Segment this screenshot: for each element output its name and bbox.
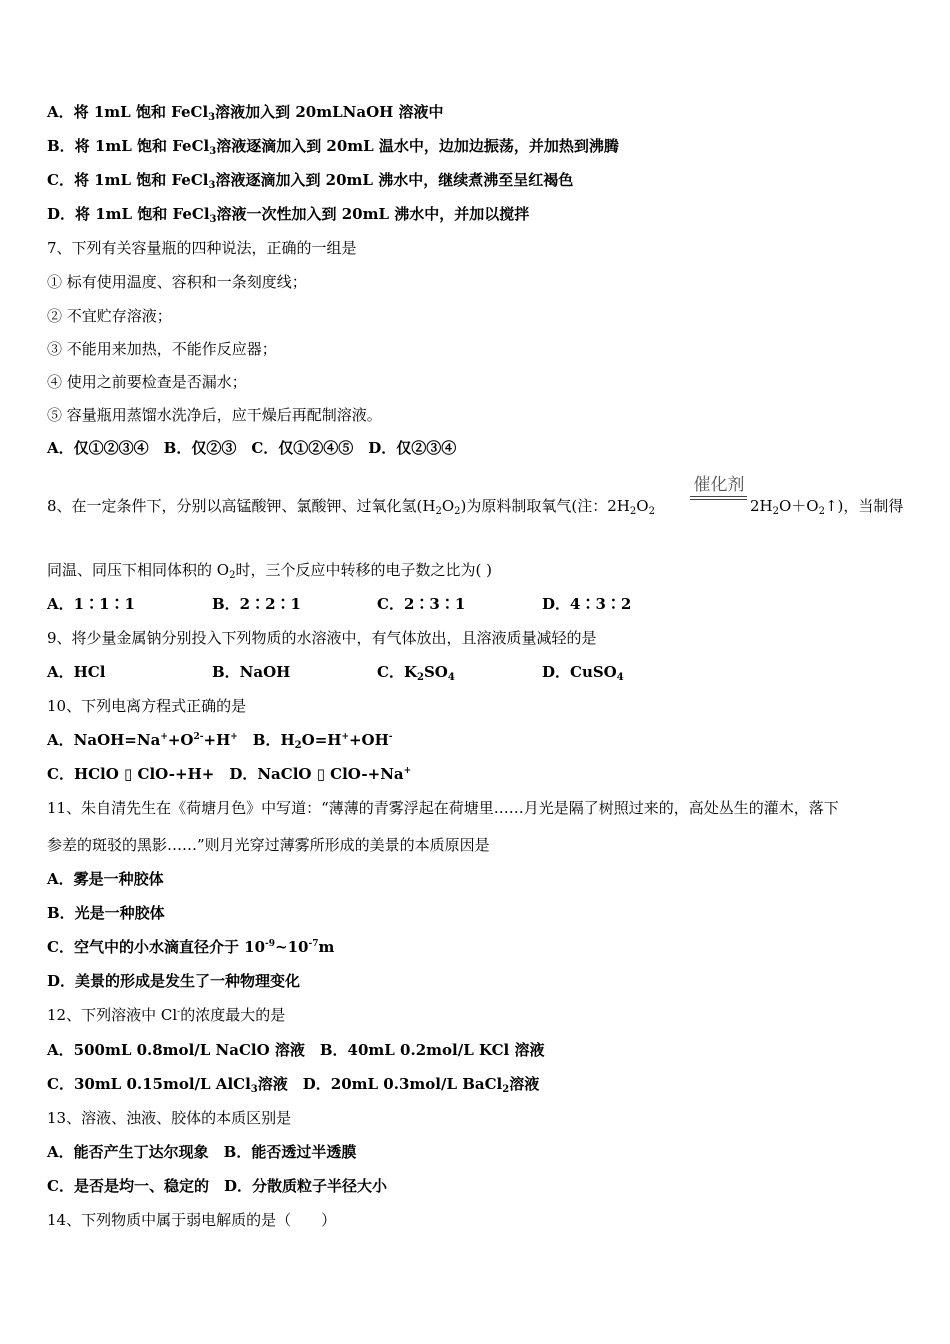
q10-options-line2: C．HClO ▯ ClO-+H+ D．NaClO ▯ ClO-+Na+: [47, 765, 412, 783]
q12-options-line1: A．500mL 0.8mol/L NaClO 溶液 B．40mL 0.2mol/L KCl 溶液: [47, 1041, 545, 1059]
q11-option-a: A．雾是一种胶体: [47, 870, 164, 888]
q9-stem: 9、将少量金属钠分别投入下列物质的水溶液中，有气体放出，且溶液质量减轻的是: [47, 629, 597, 647]
q9-option-b: B．NaOH: [212, 663, 291, 681]
reversible-arrow-icon: ▯: [124, 765, 133, 783]
q7-stem: 7、下列有关容量瓶的四种说法，正确的一组是: [47, 239, 357, 257]
q6-option-b: B．将 1mL 饱和 FeCl$_3$溶液逐滴加入到 20mL 温水中，边加边振荡，并加热到沸腾: [47, 137, 619, 157]
q8-stem-line1: 8、在一定条件下，分别以高锰酸钾、氯酸钾、过氧化氢$(H_2O_2)$为原料制取氧气(注：$2H_2O_2$: [47, 497, 655, 517]
q12-stem: 12、下列溶液中 Cl-的浓度最大的是: [47, 1006, 286, 1024]
q13-options-line2: C．是否是均一、稳定的 D．分散质粒子半径大小: [47, 1177, 387, 1195]
q7-statement-2: ② 不宜贮存溶液；: [47, 307, 172, 325]
q11-option-d: D．美景的形成是发生了一种物理变化: [47, 972, 301, 990]
q8-option-a: A．1∶1∶1: [47, 595, 135, 613]
q11-stem-line2: 参差的斑驳的黑影……”则月光穿过薄雾所形成的美景的本质原因是: [47, 836, 490, 854]
q8-equation-products: $2H_2O+O_2↑$)，当制得: [750, 497, 904, 517]
q7-statement-3: ③ 不能用来加热，不能作反应器；: [47, 340, 277, 358]
q6-option-d: D．将 1mL 饱和 FeCl$_3$溶液一次性加入到 20mL 沸水中，并加以搅拌: [47, 205, 530, 225]
q11-option-c: C．空气中的小水滴直径介于 $10^{-9}\sim 10^{-7}m$: [47, 938, 335, 956]
q7-statement-4: ④ 使用之前要检查是否漏水；: [47, 373, 247, 391]
q13-options-line1: A．能否产生丁达尔现象 B．能否透过半透膜: [47, 1143, 357, 1161]
q8-option-b: B．2∶2∶1: [212, 595, 301, 613]
q14-stem: 14、下列物质中属于弱电解质的是（ ）: [47, 1211, 337, 1229]
q13-stem: 13、溶液、浊液、胶体的本质区别是: [47, 1109, 292, 1127]
q8-option-d: D．4∶3∶2: [542, 595, 632, 613]
q11-stem-line1: 11、朱自清先生在《荷塘月色》中写道：“薄薄的青雾浮起在荷塘里……月光是隔了树照过来的，高处丛生的灌木，落下: [47, 799, 839, 817]
q9-option-d: D．CuSO$_4$: [542, 663, 624, 683]
q11-option-b: B．光是一种胶体: [47, 904, 165, 922]
equation-arrow-bottom: [690, 499, 747, 500]
q9-option-a: A．HCl: [47, 663, 106, 681]
q10-options-line1: A．$NaOH=Na^++O^{2-}+H^+$ B．$H_2O=H^++OH^-$: [47, 731, 393, 751]
q8-stem-line2: 同温、同压下相同体积的 $O_2$时，三个反应中转移的电子数之比为( ): [47, 561, 492, 581]
q9-option-c: C．$K_2SO_4$: [377, 663, 455, 683]
q7-statement-5: ⑤ 容量瓶用蒸馏水洗净后，应干燥后再配制溶液。: [47, 406, 382, 424]
q7-options: A．仅①②③④ B．仅②③ C．仅①②④⑤ D．仅②③④: [47, 439, 457, 457]
q6-option-a: A．将 1mL 饱和 FeCl$_3$溶液加入到 20mLNaOH 溶液中: [47, 103, 444, 123]
reversible-arrow-icon: ▯: [316, 765, 325, 783]
equation-arrow-top: [690, 496, 747, 497]
q6-option-c: C．将 1mL 饱和 FeCl$_3$溶液逐滴加入到 20mL 沸水中，继续煮沸至呈红褐色: [47, 171, 574, 191]
catalyst-label: 催化剂: [693, 475, 745, 495]
q10-stem: 10、下列电离方程式正确的是: [47, 697, 247, 715]
q7-statement-1: ① 标有使用温度、容积和一条刻度线；: [47, 273, 307, 291]
q8-option-c: C．2∶3∶1: [377, 595, 466, 613]
q12-options-line2: C．30mL 0.15mol/L AlCl$_3$溶液 D．20mL 0.3mol/L BaCl$_2$溶液: [47, 1075, 540, 1095]
